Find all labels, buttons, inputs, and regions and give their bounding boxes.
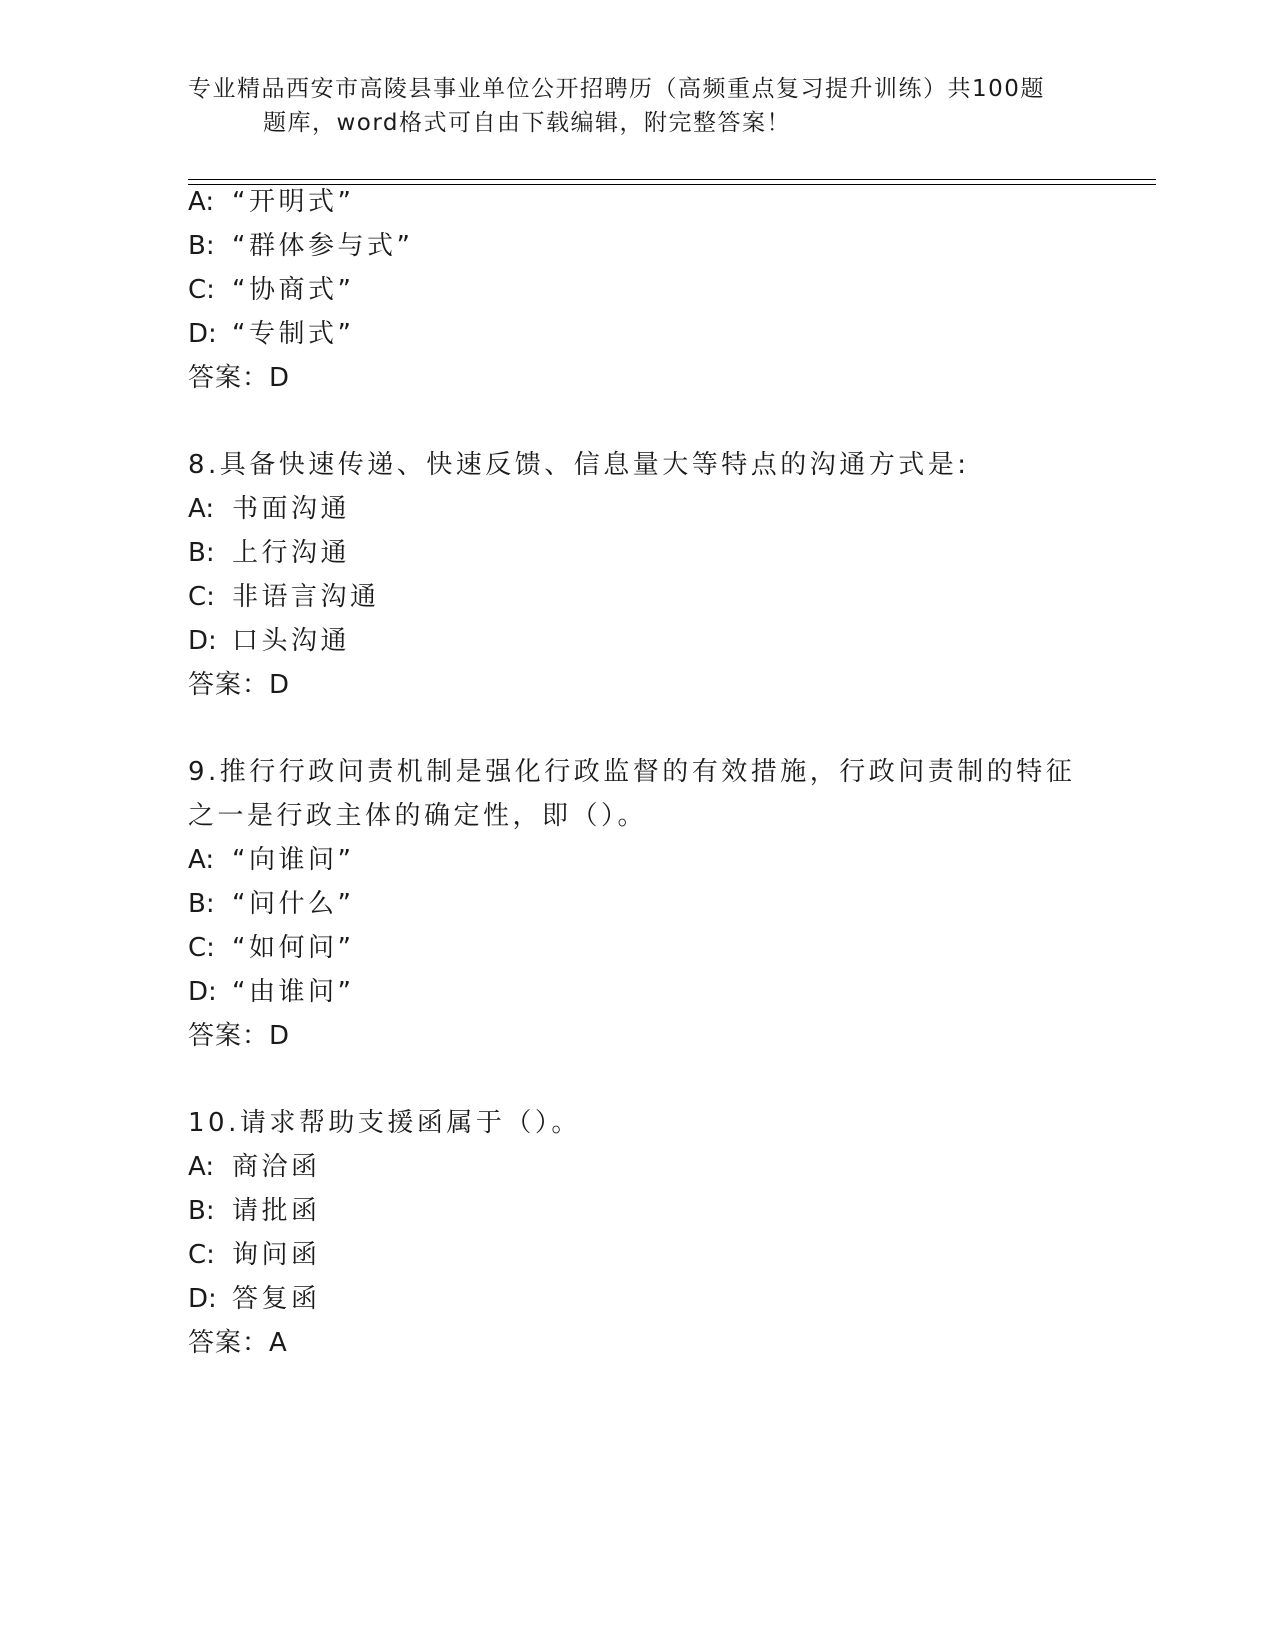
option-key: C:	[188, 933, 215, 963]
q10-option-b	[188, 1194, 321, 1228]
q8-answer: 答案：D	[188, 670, 291, 700]
q9-stem-line-1: 9.推行行政问责机制是强化行政监督的有效措施，行政问责制的特征	[188, 757, 1076, 787]
option-text: “开明式”	[232, 187, 355, 217]
option-key: A:	[188, 845, 215, 875]
option-key: C:	[188, 1240, 215, 1270]
option-key: B:	[188, 231, 215, 261]
option-key: D:	[188, 319, 217, 349]
q7-option-d	[188, 317, 354, 351]
q7-option-c	[188, 273, 354, 307]
q10-stem: 10.请求帮助支援函属于（）。	[188, 1108, 581, 1138]
q9-option-a	[188, 843, 354, 877]
option-text: “协商式”	[232, 275, 355, 305]
option-text: 请批函	[232, 1196, 321, 1226]
option-text: “专制式”	[232, 319, 355, 349]
option-text: 答复函	[232, 1284, 321, 1314]
option-text: “向谁问”	[232, 845, 355, 875]
option-key: D:	[188, 1284, 217, 1314]
q8-option-d	[188, 624, 350, 658]
q10-option-c	[188, 1238, 321, 1272]
option-key: A:	[188, 187, 215, 217]
q8-option-b	[188, 536, 350, 570]
option-text: “如何问”	[232, 933, 355, 963]
q9-answer: 答案：D	[188, 1021, 291, 1051]
document-header	[188, 72, 1088, 140]
option-key: C:	[188, 275, 215, 305]
option-text: 询问函	[232, 1240, 321, 1270]
option-key: B:	[188, 889, 215, 919]
option-text: 非语言沟通	[232, 582, 380, 612]
option-text: “由谁问”	[232, 977, 355, 1007]
q8-option-c	[188, 580, 380, 614]
option-key: A:	[188, 494, 215, 524]
q7-answer: 答案：D	[188, 363, 291, 393]
option-key: B:	[188, 538, 215, 568]
option-text: 口头沟通	[232, 626, 351, 656]
option-key: D:	[188, 626, 217, 656]
q9-option-d	[188, 975, 354, 1009]
option-key: B:	[188, 1196, 215, 1226]
option-text: “问什么”	[232, 889, 355, 919]
q7-option-a	[188, 185, 354, 219]
header-title-line-2: 题库，word格式可自由下载编辑，附完整答案！	[263, 110, 792, 136]
option-text: 商洽函	[232, 1152, 321, 1182]
q10-option-a	[188, 1150, 321, 1184]
q10-answer: 答案：A	[188, 1328, 288, 1358]
q10-option-d	[188, 1282, 321, 1316]
q7-option-b	[188, 229, 413, 263]
q9-stem-line-2: 之一是行政主体的确定性，即（）。	[188, 801, 648, 831]
option-key: A:	[188, 1152, 215, 1182]
option-text: 书面沟通	[232, 494, 351, 524]
q9-option-b	[188, 887, 354, 921]
q9-option-c	[188, 931, 354, 965]
option-key: C:	[188, 582, 215, 612]
option-text: 上行沟通	[232, 538, 351, 568]
q8-stem: 8.具备快速传递、快速反馈、信息量大等特点的沟通方式是:	[188, 450, 970, 480]
header-divider-top	[188, 179, 1156, 180]
q8-option-a	[188, 492, 350, 526]
option-key: D:	[188, 977, 217, 1007]
option-text: “群体参与式”	[232, 231, 414, 261]
header-title-line-1: 专业精品西安市高陵县事业单位公开招聘历（高频重点复习提升训练）共100题	[188, 76, 1045, 102]
